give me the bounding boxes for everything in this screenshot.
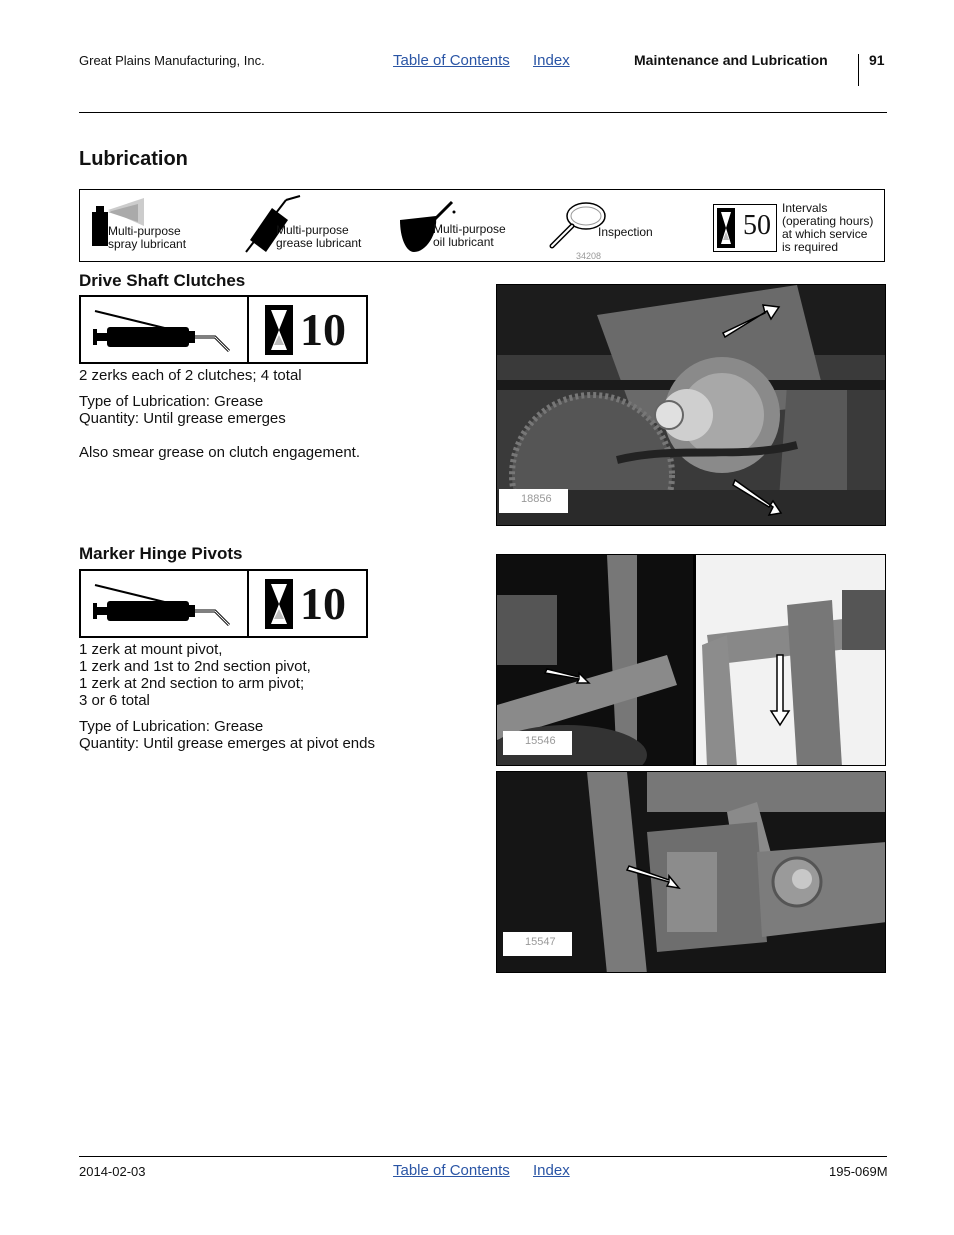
legend-grease-label: Multi-purpose grease lubricant xyxy=(276,223,362,250)
marker-hinge-quantity: Quantity: Until grease emerges at pivot ends xyxy=(79,735,375,752)
marker-hinge-photo-2-id: 15547 xyxy=(503,932,572,956)
footer-rule xyxy=(79,1156,887,1157)
page-title: Lubrication xyxy=(79,148,188,170)
drive-shaft-interval: 10 xyxy=(300,304,346,355)
legend-oil-label: Multi-purpose oil lubricant xyxy=(433,222,506,249)
marker-hinge-photo-1-id: 15546 xyxy=(503,731,572,755)
marker-hinge-photo-1 xyxy=(496,554,886,766)
marker-hinge-line-1: 1 zerk at mount pivot, xyxy=(79,641,223,658)
drive-shaft-quantity: Quantity: Until grease emerges xyxy=(79,410,286,427)
header-toc-link[interactable]: Table of Contents xyxy=(393,52,510,69)
header-divider xyxy=(858,54,859,86)
legend-spray-label: Multi-purpose spray lubricant xyxy=(108,224,187,251)
footer-date: 2014-02-03 xyxy=(79,1164,146,1179)
interval-sample-box xyxy=(713,204,777,252)
drive-shaft-photo-id: 18856 xyxy=(499,489,568,513)
tool-box-divider xyxy=(247,297,249,362)
lubrication-legend xyxy=(79,189,885,262)
marker-hinge-type: Type of Lubrication: Grease xyxy=(79,718,264,735)
footer-index-link[interactable]: Index xyxy=(533,1162,570,1179)
grease-gun-icon xyxy=(89,581,243,629)
hourglass-icon xyxy=(265,579,293,629)
hourglass-icon xyxy=(716,208,736,248)
legend-inspection-label: Inspection xyxy=(598,225,653,239)
company-name: Great Plains Manufacturing, Inc. xyxy=(79,53,265,68)
header-rule xyxy=(79,112,887,113)
drive-shaft-note: Also smear grease on clutch engagement. xyxy=(79,444,360,461)
tool-box-divider xyxy=(247,571,249,636)
marker-hinge-line-3: 1 zerk at 2nd section to arm pivot; xyxy=(79,675,305,692)
marker-hinge-photo-2 xyxy=(496,771,886,973)
section-title: Maintenance and Lubrication xyxy=(634,52,828,68)
drive-shaft-tool-box xyxy=(79,295,368,364)
drive-shaft-type: Type of Lubrication: Grease xyxy=(79,393,264,410)
header-index-link[interactable]: Index xyxy=(533,52,570,69)
hourglass-icon xyxy=(265,305,293,355)
footer-doc-number: 195-069M xyxy=(829,1164,888,1179)
marker-hinge-heading: Marker Hinge Pivots xyxy=(79,544,243,563)
page-number: 91 xyxy=(869,52,885,68)
marker-hinge-tool-box xyxy=(79,569,368,638)
marker-hinge-interval: 10 xyxy=(300,578,346,629)
marker-hinge-line-4: 3 or 6 total xyxy=(79,692,150,709)
drive-shaft-photo xyxy=(496,284,886,526)
footer-toc-link[interactable]: Table of Contents xyxy=(393,1162,510,1179)
legend-figure-id: 34208 xyxy=(576,251,602,261)
drive-shaft-zerks: 2 zerks each of 2 clutches; 4 total xyxy=(79,367,302,384)
drive-shaft-heading: Drive Shaft Clutches xyxy=(79,271,246,290)
marker-hinge-line-2: 1 zerk and 1st to 2nd section pivot, xyxy=(79,658,311,675)
interval-sample-number: 50 xyxy=(743,210,771,241)
legend-interval-label: Intervals (operating hours) at which service is required xyxy=(782,201,874,254)
grease-gun-icon xyxy=(89,307,243,355)
